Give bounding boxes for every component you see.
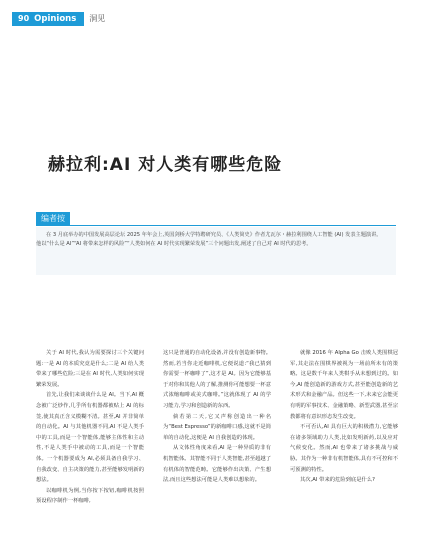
editor-note-tag: 编者按 <box>36 212 70 226</box>
header-bar <box>12 12 105 26</box>
paragraph: 这只是普通的自动化设备,并没有创造新事物。然而,若当你走近咖啡机,它便说道:“我已猜到你需要一杯咖啡了”,这才是 AI。因为它能够基于对你和其他人的了解,推测你可能想要一杯意式浓缩咖啡或美式咖啡。”这就体现了 AI 的学习能力,学习和创造新的东西。 <box>163 350 271 409</box>
paragraph: 首先,让我们来谈谈什么是 AI。当下,AI 概念被广泛炒作,几乎所有机器都被贴上 AI 的标签,使其真正含义模糊不清。甚至,AI 并非简单的自动化。AI 与其他机器不同,AI 不是人类手中的工具,而是一个智能体,能够主体性和主动性,不是人类手中被动的工具,而是一个智能体。一个机器要成为 AI,必须具备自我学习、自我改变、自主决策的能力,甚至能够发明新的想法。 <box>36 392 144 484</box>
paragraph: 以咖啡机为例,当你按下按钮,咖啡机按照预设程序制作一杯咖啡, <box>36 487 144 505</box>
editor-note-text: 在 3 月底举办的中国发展高层论坛 2025 年年会上,英国剑桥大学特聘研究员、《人类简史》作者尤瓦尔・赫拉利围绕人工智能 (AI) 发表主题演讲。他以“什么是 AI”“AI 将带来怎样的风险”“人类如何在 AI 时代实现繁荣发展”三个问题出发,阐述了自己对 AI 时代的思考。 <box>36 232 382 248</box>
paragraph: 就像 2016 年 Alpha Go 击败人类围棋冠军,其走法在围棋界被视为一场前所未有的策略。这是数千年来人类棋手从未想到过的。如今,AI 能创造新的游戏方式,甚至能创造新的艺术形式和金融产品。但这些一下,未来它会能更有明的军事技术、金融策略、新型武器,甚至宗教都将有意识形态发生改变。 <box>290 350 398 420</box>
page-header <box>0 0 427 40</box>
body-column-3 <box>290 348 398 486</box>
paragraph: 从文体性角度来看,AI 是一种异质的非有机智能体。其智能不同于人类智能,甚至超越了有机体的智能范畴。它能够作出决策、产生想法,而且这些想法可能是人类难以想象的。 <box>163 445 271 484</box>
paragraph: 其次,AI 带来的危险到底是什么? <box>300 477 375 484</box>
paragraph: 关于 AI 时代,我认为需要探讨三个关键问题:一是 AI 的本质究竟是什么;二是 AI 给人类带来了哪些危险;三是在 AI 时代,人类如何实现繁荣发展。 <box>36 350 144 388</box>
paragraph: 不可否认,AI 具有巨大的积极潜力,它能够在诸多领域助力人类,比如发明新药,以及应对气候变化。然而,AI 也带来了诸多挑战与威胁。其作为一种非有机智能体,具有不可控和不可预测的特性。 <box>290 424 398 473</box>
body-column-2 <box>163 348 271 486</box>
paragraph: 倘若第二天,它又声称创造出一种名为“Best Espresso”的新咖啡口感,这就不是简单的自动化,这便是 AI 自我创造的体现。 <box>163 413 271 441</box>
column-name: 洞见 <box>89 14 106 23</box>
article-title: 赫拉利:AI 对人类有哪些危险 <box>48 155 283 175</box>
editor-note-rule <box>36 225 396 226</box>
page-number: 90 <box>12 12 32 26</box>
section-label: Opinions <box>32 12 84 26</box>
body-column-1 <box>36 348 144 507</box>
